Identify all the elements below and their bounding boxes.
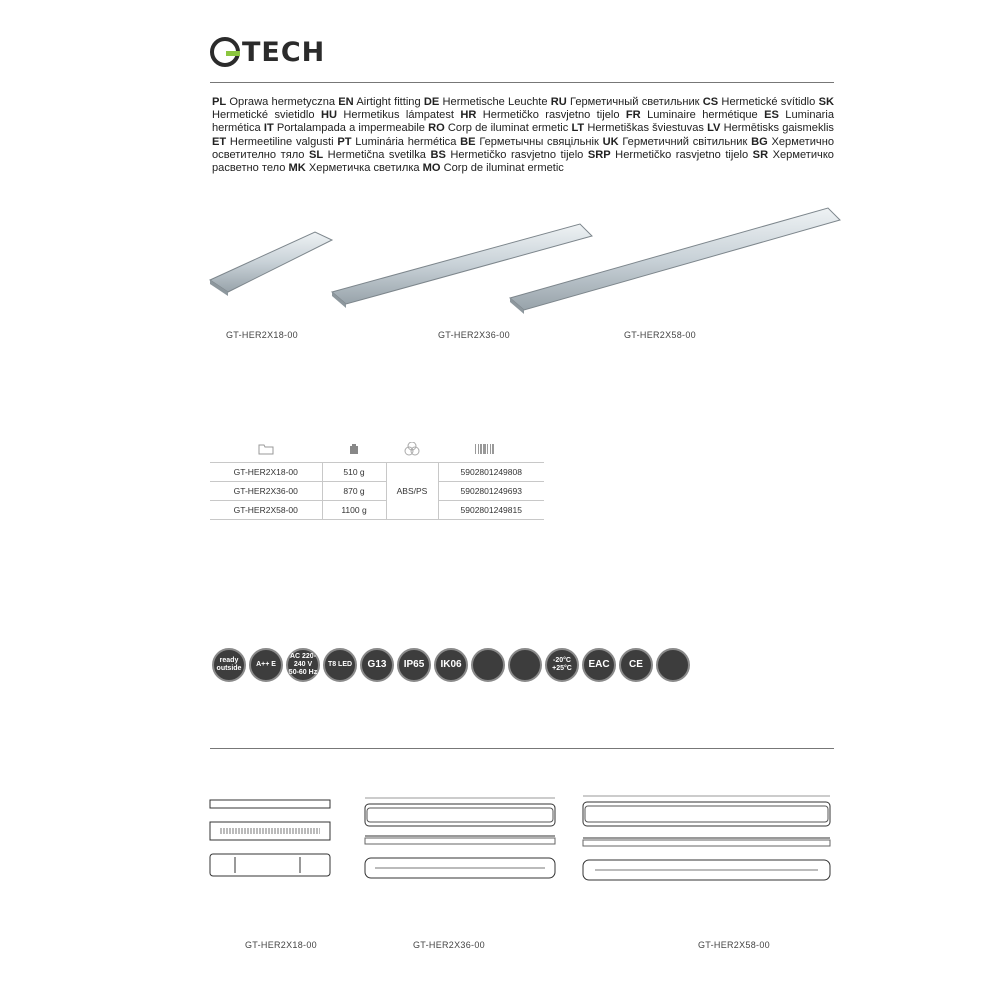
- language-text: Hermetičko rasvjetno tijelo: [445, 148, 588, 161]
- language-code: HR: [460, 109, 477, 122]
- language-code: ES: [764, 109, 779, 122]
- brand-logo: [210, 34, 325, 70]
- top-divider: [210, 82, 834, 83]
- language-code: IT: [263, 122, 274, 135]
- language-code: PT: [337, 135, 352, 148]
- language-code: MO: [422, 162, 441, 175]
- language-text: Corp de iluminat ermetic: [440, 162, 564, 175]
- language-text: Херметично осветително тяло: [212, 135, 834, 161]
- table-row: [210, 501, 544, 520]
- language-text: Герметычны свяцільнік: [475, 135, 603, 148]
- temperature-icon: -20°C +25°C: [545, 648, 579, 682]
- language-code: UK: [602, 135, 619, 148]
- language-text: Hermetiškas šviestuvas: [584, 122, 708, 135]
- model-cell: GT-HER2X36-00: [210, 482, 322, 501]
- language-text: Hermetické svietidlo: [212, 109, 321, 122]
- product-caption-3: GT-HER2X58-00: [624, 330, 696, 340]
- class-ii-icon: [471, 648, 505, 682]
- multilingual-description: [212, 96, 834, 175]
- ik06-icon: IK06: [434, 648, 468, 682]
- bottom-divider: [210, 748, 834, 749]
- language-code: HU: [320, 109, 337, 122]
- language-text: Portalampada a impermeabile: [273, 122, 429, 135]
- g-logo-icon: [210, 37, 240, 67]
- drawing-caption-3: GT-HER2X58-00: [698, 940, 770, 950]
- fixture-photo-2x58: [510, 208, 840, 314]
- language-code: LT: [571, 122, 585, 135]
- language-text: Luminaire hermétique: [640, 109, 765, 122]
- language-code: FR: [625, 109, 641, 122]
- language-code: ET: [212, 135, 227, 148]
- weee-icon: [656, 648, 690, 682]
- language-text: Hermetičko rasvjetno tijelo: [610, 148, 753, 161]
- model-cell: GT-HER2X18-00: [210, 463, 322, 482]
- language-code: SR: [752, 148, 769, 161]
- language-text: Hermetična svetilka: [323, 148, 431, 161]
- ac-voltage-icon: AC 220-240 V 50-60 Hz: [286, 648, 320, 682]
- language-text: Херметичко расветно тело: [212, 148, 834, 175]
- g13-socket-icon: G13: [360, 648, 394, 682]
- brand-name: TECH: [242, 36, 326, 68]
- energy-class-icon: A++ E: [249, 648, 283, 682]
- drawing-2x58: [583, 796, 830, 880]
- material-cell: ABS/PS: [386, 463, 438, 520]
- eac-icon: EAC: [582, 648, 616, 682]
- drawing-caption-2: GT-HER2X36-00: [413, 940, 485, 950]
- drawing-2x36: [365, 798, 555, 878]
- product-caption-1: GT-HER2X18-00: [226, 330, 298, 340]
- language-code: DE: [423, 96, 440, 108]
- language-text: Luminária hermética: [351, 135, 461, 148]
- language-text: Герметичний світильник: [618, 135, 752, 148]
- language-text: Hermetičko rasvjetno tijelo: [476, 109, 626, 122]
- fixture-photo-2x18: [210, 232, 332, 296]
- language-text: Hermetische Leuchte: [439, 96, 551, 108]
- weight-cell: 870 g: [322, 482, 386, 501]
- weight-cell: 510 g: [322, 463, 386, 482]
- ip65-icon: IP65: [397, 648, 431, 682]
- model-cell: GT-HER2X58-00: [210, 501, 322, 520]
- product-photos: [200, 200, 850, 320]
- language-code: RO: [428, 122, 445, 135]
- ean-cell: 5902801249693: [438, 482, 544, 501]
- language-text: Херметичка светилка: [305, 162, 423, 175]
- language-text: Hermētisks gaismeklis: [720, 122, 834, 135]
- ean-cell: 5902801249815: [438, 501, 544, 520]
- folder-icon: [210, 438, 322, 463]
- language-code: BS: [430, 148, 446, 161]
- ean-cell: 5902801249808: [438, 463, 544, 482]
- language-text: Airtight fitting: [353, 96, 424, 108]
- language-code: SRP: [587, 148, 611, 161]
- language-code: SK: [818, 96, 834, 108]
- product-caption-2: GT-HER2X36-00: [438, 330, 510, 340]
- table-header-row: [210, 438, 544, 463]
- ce-icon: CE: [619, 648, 653, 682]
- language-text: Hermetikus lámpatest: [337, 109, 461, 122]
- t8-led-icon: T8 LED: [323, 648, 357, 682]
- ready-outside-icon: ready outside: [212, 648, 246, 682]
- spec-table: [210, 438, 544, 520]
- language-text: Герметичный светильник: [566, 96, 703, 108]
- table-row: [210, 482, 544, 501]
- technical-drawings: [205, 790, 835, 890]
- language-code: MK: [288, 162, 306, 175]
- weight-cell: 1100 g: [322, 501, 386, 520]
- language-code: LV: [707, 122, 721, 135]
- language-code: PL: [212, 96, 227, 108]
- material-icon: [386, 438, 438, 463]
- language-text: Oprawa hermetyczna: [226, 96, 339, 108]
- table-row: [210, 463, 544, 482]
- drawing-caption-1: GT-HER2X18-00: [245, 940, 317, 950]
- indoor-outdoor-icon: [508, 648, 542, 682]
- language-text: Hermeetiline valgusti: [226, 135, 338, 148]
- language-text: Hermetické svítidlo: [718, 96, 819, 108]
- language-code: EN: [338, 96, 354, 108]
- language-code: SL: [308, 148, 324, 161]
- feature-icons: [212, 648, 690, 682]
- language-code: BE: [460, 135, 476, 148]
- language-code: RU: [550, 96, 567, 108]
- language-code: BG: [751, 135, 768, 148]
- drawing-2x18: [210, 800, 330, 876]
- weight-icon: [322, 438, 386, 463]
- language-code: CS: [702, 96, 719, 108]
- language-text: Corp de iluminat ermetic: [444, 122, 572, 135]
- language-text: Luminaria hermética: [212, 109, 835, 135]
- barcode-icon: [438, 438, 544, 463]
